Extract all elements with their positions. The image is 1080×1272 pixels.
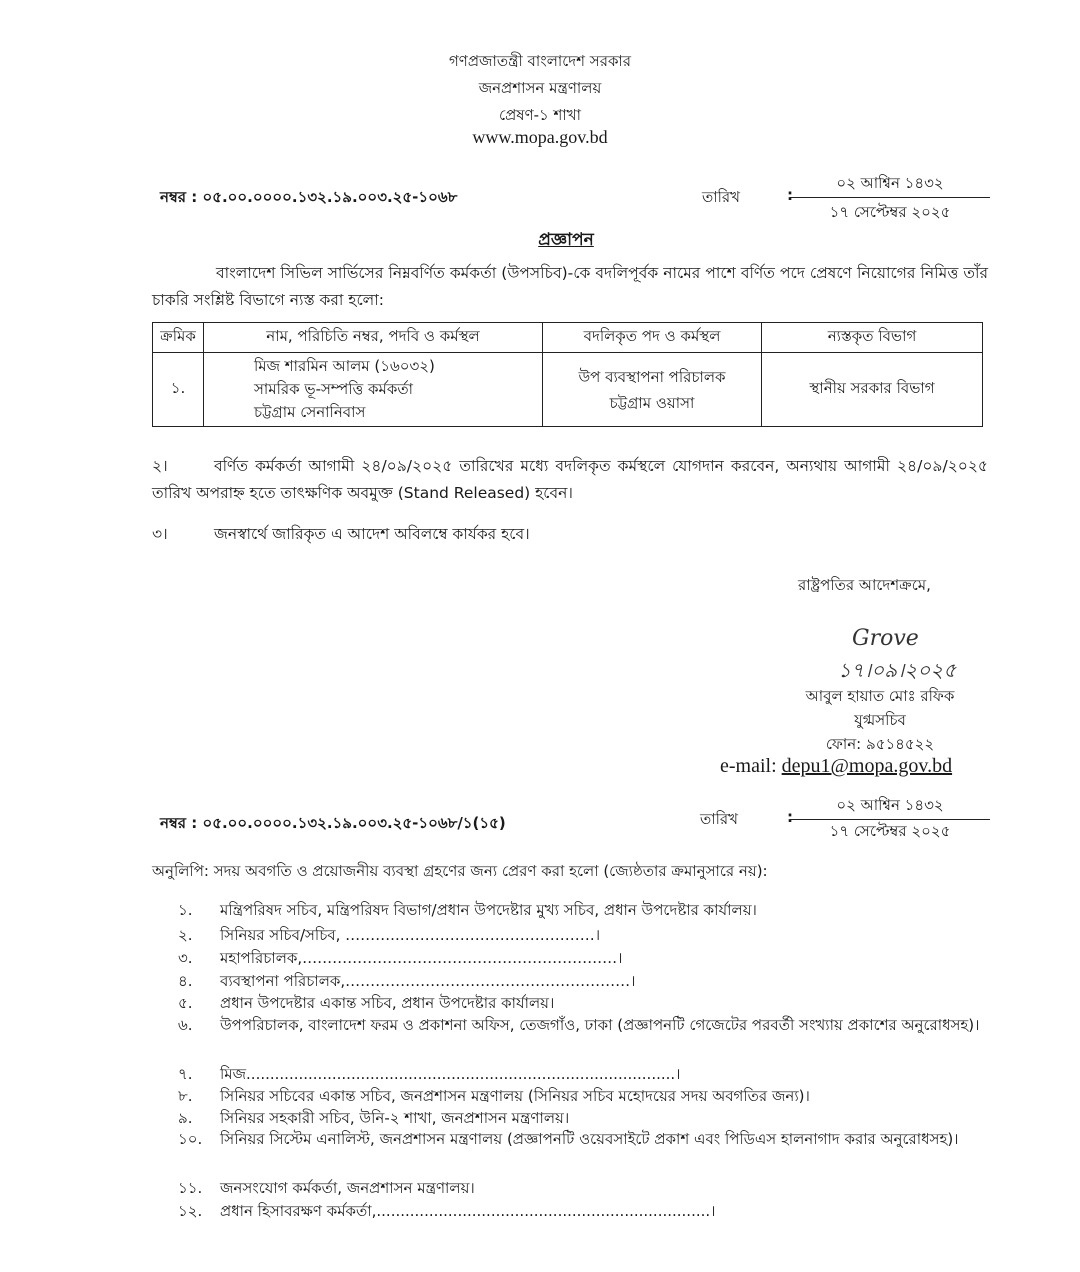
signatory-name: আবুল হায়াত মোঃ রফিক	[805, 687, 955, 705]
col-name: নাম, পরিচিতি নম্বর, পদবি ও কর্মস্থল	[204, 323, 543, 353]
list-item-text: মিজ..........................................................................................।	[220, 1065, 681, 1083]
intro-paragraph: বাংলাদেশ সিভিল সার্ভিসের নিম্নবর্ণিত কর্মকর্তা (উপসচিব)-কে বদলিপূর্বক নামের পাশে বর্ণিত পদে প্রেষণে নিয়োগের নিমিত্ত তাঁর চাকরি সংশ্লিষ্ট বিভাগে ন্যস্ত করা হলো:	[152, 264, 988, 309]
para3-text: জনস্বার্থে জারিকৃত এ আদেশ অবিলম্বে কার্যকর হবে।	[214, 525, 530, 543]
order-line: রাষ্ট্রপতির আদেশক্রমে,	[798, 576, 931, 594]
memo2-date-label: তারিখ	[700, 810, 738, 828]
section-name: প্রেষণ-১ শাখা	[499, 106, 581, 124]
memo-number: নম্বর : ০৫.০০.০০০০.১৩২.১৯.০০৩.২৫-১০৬৮	[160, 188, 458, 206]
list-item-number: ৮.	[178, 1087, 193, 1105]
email-label: e-mail:	[720, 755, 777, 777]
list-item-text: উপপরিচালক, বাংলাদেশ ফরম ও প্রকাশনা অফিস, তেজগাঁও, ঢাকা (প্রজ্ঞাপনটি গেজেটের পরবর্তী সংখ্যায় প্রকাশের অনুরোধসহ)।	[220, 1016, 980, 1034]
col-post: বদলিকৃত পদ ও কর্মস্থল	[543, 323, 762, 353]
list-item-number: ৬.	[178, 1016, 193, 1034]
list-item-number: ৯.	[178, 1109, 193, 1127]
date-gregorian: ১৭ সেপ্টেম্বর ২০২৫	[829, 203, 951, 221]
row-serial: ১.	[153, 353, 204, 427]
signatory-email-row	[720, 755, 952, 778]
date-colon: :	[787, 186, 793, 204]
col-division: ন্যস্তকৃত বিভাগ	[762, 323, 983, 353]
memo2-number: নম্বর : ০৫.০০.০০০০.১৩২.১৯.০০৩.২৫-১০৬৮/১(১৫)	[160, 814, 506, 832]
list-item-text: প্রধান হিসাবরক্ষণ কর্মকর্তা,......................................................................।	[220, 1202, 716, 1220]
new-post-workplace: চট্টগ্রাম ওয়াসা	[609, 393, 695, 412]
col-serial: ক্রমিক	[153, 323, 204, 353]
officer-workplace: চট্টগ্রাম সেনানিবাস	[254, 403, 366, 421]
list-item-number: ১২.	[178, 1202, 203, 1220]
signature-date: ১৭।০৯।২০২৫	[838, 658, 957, 682]
signatory-phone: ফোন: ৯৫১৪৫২২	[825, 735, 935, 753]
row-officer	[204, 353, 543, 427]
memo2-date-gregorian: ১৭ সেপ্টেম্বর ২০২৫	[829, 822, 951, 840]
memo2-date-bangla: ০২ আশ্বিন ১৪৩২	[790, 794, 990, 820]
officer-designation: সামরিক ভূ-সম্পত্তি কর্মকর্তা	[254, 380, 413, 398]
copy-intro: অনুলিপি: সদয় অবগতি ও প্রয়োজনীয় ব্যবস্থা গ্রহণের জন্য প্রেরণ করা হলো (জ্যেষ্ঠতার ক্রমানুসারে নয়):	[152, 862, 768, 880]
row-new-post	[543, 353, 762, 427]
para2-text: বর্ণিত কর্মকর্তা আগামী ২৪/০৯/২০২৫ তারিখের মধ্যে বদলিকৃত কর্মস্থলে যোগদান করবেন, অন্যথায় আগামী ২৪/০৯/২০২৫ তারিখ অপরাহ্ন হতে তাৎক্ষণিক অবমুক্ত (Stand Released) হবেন।	[152, 457, 988, 502]
list-item-text: জনসংযোগ কর্মকর্তা, জনপ্রশাসন মন্ত্রণালয়।	[220, 1179, 475, 1197]
list-item-number: ১০.	[178, 1130, 203, 1148]
signatory-email[interactable]: depu1@mopa.gov.bd	[781, 755, 953, 777]
list-item-number: ৭.	[178, 1065, 193, 1083]
list-item-number: ১.	[178, 901, 193, 919]
list-item-number: ৫.	[178, 994, 193, 1012]
date-bangla: ০২ আশ্বিন ১৪৩২	[790, 172, 990, 198]
memo2-date-colon: :	[787, 808, 793, 826]
list-item-number: ২.	[178, 926, 193, 944]
list-item-number: ১১.	[178, 1179, 203, 1197]
list-item-text: সিনিয়র সিস্টেম এনালিস্ট, জনপ্রশাসন মন্ত্রণালয় (প্রজ্ঞাপনটি ওয়েবসাইটে প্রকাশ এবং পিডিএস হালনাগাদ করার অনুরোধসহ)।	[220, 1130, 959, 1148]
table-header-row	[153, 323, 983, 353]
table-row	[153, 353, 983, 427]
list-item-text: মন্ত্রিপরিষদ সচিব, মন্ত্রিপরিষদ বিভাগ/প্রধান উপদেষ্টার মুখ্য সচিব, প্রধান উপদেষ্টার কার্যালয়।	[220, 901, 757, 919]
list-item-number: ৩.	[178, 949, 193, 967]
list-item-text: ব্যবস্থাপনা পরিচালক,…………………………………………………।	[220, 972, 636, 990]
date-label: তারিখ	[702, 188, 740, 206]
officer-name: মিজ শারমিন আলম (১৬০৩২)	[254, 357, 435, 375]
para3-number: ৩।	[152, 525, 168, 543]
new-post-title: উপ ব্যবস্থাপনা পরিচালক	[578, 367, 726, 386]
govt-name: গণপ্রজাতন্ত্রী বাংলাদেশ সরকার	[448, 52, 632, 70]
notification-title: প্রজ্ঞাপন	[538, 230, 594, 250]
para2-number: ২।	[152, 457, 168, 475]
row-division: স্থানীয় সরকার বিভাগ	[762, 353, 983, 427]
list-item-text: সিনিয়র সচিবের একান্ত সচিব, জনপ্রশাসন মন্ত্রণালয় (সিনিয়র সচিব মহোদয়ের সদয় অবগতির জন্য)।	[220, 1087, 810, 1105]
list-item-text: সিনিয়র সচিব/সচিব, ………..…………………………………।	[220, 926, 601, 944]
list-item-text: মহাপরিচালক,………………………………………………………।	[220, 949, 623, 967]
transfer-table	[152, 322, 983, 427]
signatory-designation: যুগ্মসচিব	[854, 711, 906, 729]
list-item-text: প্রধান উপদেষ্টার একান্ত সচিব, প্রধান উপদেষ্টার কার্যালয়।	[220, 994, 555, 1012]
signature-scrawl: Grove	[852, 626, 919, 651]
list-item-number: ৪.	[178, 972, 193, 990]
website-url[interactable]: www.mopa.gov.bd	[472, 127, 608, 147]
list-item-text: সিনিয়র সহকারী সচিব, উনি-২ শাখা, জনপ্রশাসন মন্ত্রণালয়।	[220, 1109, 570, 1127]
ministry-name: জনপ্রশাসন মন্ত্রণালয়	[478, 79, 602, 97]
